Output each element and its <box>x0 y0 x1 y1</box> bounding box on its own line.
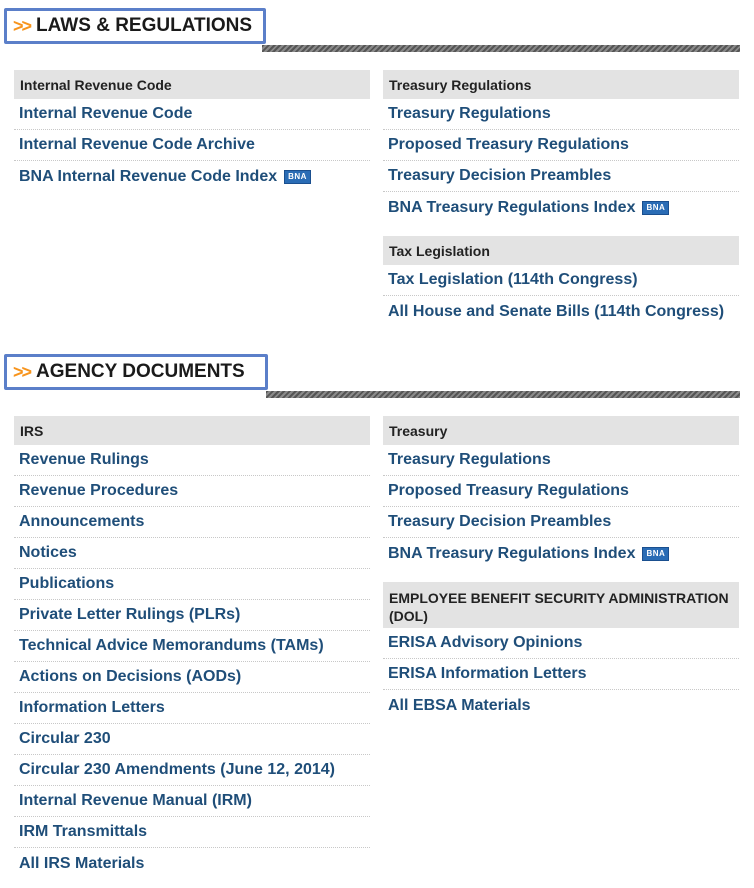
plrs-link[interactable]: Private Letter Rulings (PLRs) <box>19 606 241 623</box>
proposed-treasury-regulations-link[interactable]: Proposed Treasury Regulations <box>388 482 629 499</box>
agency-title: AGENCY DOCUMENTS <box>36 361 245 382</box>
irc-column <box>14 70 370 192</box>
tax-legislation-link-list <box>383 265 739 327</box>
announcements-link[interactable]: Announcements <box>19 513 145 530</box>
list-item <box>383 659 739 690</box>
list-item <box>14 569 370 600</box>
laws-title-box <box>4 8 266 44</box>
list-item <box>14 538 370 569</box>
bna-badge-icon: BNA <box>284 170 311 184</box>
laws-section-header <box>4 8 740 50</box>
bna-treasury-index-link[interactable]: BNA Treasury Regulations Index <box>388 544 636 562</box>
tax-legislation-link[interactable]: Tax Legislation (114th Congress) <box>388 271 638 288</box>
irc-heading: Internal Revenue Code <box>14 70 370 99</box>
treasury-decision-preambles-link[interactable]: Treasury Decision Preambles <box>388 513 612 530</box>
treasury-regs-link-list <box>383 99 739 223</box>
agency-section-header <box>4 354 740 396</box>
ebsa-link-list <box>383 628 739 721</box>
irc-link[interactable]: Internal Revenue Code <box>19 105 193 122</box>
header-divider-bar <box>266 391 740 398</box>
tams-link[interactable]: Technical Advice Memorandums (TAMs) <box>19 637 324 654</box>
list-item <box>14 99 370 130</box>
irs-column <box>14 416 370 879</box>
bna-treasury-index-link[interactable]: BNA Treasury Regulations Index <box>388 198 636 216</box>
irc-archive-link[interactable]: Internal Revenue Code Archive <box>19 136 255 153</box>
revenue-rulings-link[interactable]: Revenue Rulings <box>19 451 149 468</box>
list-item <box>383 192 739 223</box>
revenue-procedures-link[interactable]: Revenue Procedures <box>19 482 179 499</box>
erisa-information-letters-link[interactable]: ERISA Information Letters <box>388 665 587 682</box>
treasury-regulations-link[interactable]: Treasury Regulations <box>388 105 551 122</box>
treasury-regs-heading: Treasury Regulations <box>383 70 739 99</box>
list-item <box>14 817 370 848</box>
treasury-link-list <box>383 445 739 569</box>
irs-link-list <box>14 445 370 879</box>
list-item <box>383 628 739 659</box>
irm-transmittals-link[interactable]: IRM Transmittals <box>19 823 148 840</box>
list-item <box>14 662 370 693</box>
aods-link[interactable]: Actions on Decisions (AODs) <box>19 668 242 685</box>
bna-badge-icon: BNA <box>642 547 669 561</box>
list-item <box>383 265 739 296</box>
header-divider-bar <box>262 45 740 52</box>
information-letters-link[interactable]: Information Letters <box>19 699 165 716</box>
double-chevron-icon: >> <box>13 15 31 36</box>
all-ebsa-materials-link[interactable]: All EBSA Materials <box>388 696 531 714</box>
list-item <box>383 161 739 192</box>
list-item <box>14 445 370 476</box>
irs-heading: IRS <box>14 416 370 445</box>
list-item <box>14 631 370 662</box>
irm-link[interactable]: Internal Revenue Manual (IRM) <box>19 792 252 809</box>
spacer <box>383 569 739 582</box>
circular-230-link[interactable]: Circular 230 <box>19 730 111 747</box>
list-item <box>14 130 370 161</box>
agency-title-box <box>4 354 268 390</box>
list-item <box>383 445 739 476</box>
list-item <box>14 786 370 817</box>
treasury-column <box>383 416 739 721</box>
list-item <box>383 99 739 130</box>
list-item <box>14 476 370 507</box>
treasury-regs-column <box>383 70 739 327</box>
list-item <box>14 848 370 879</box>
notices-link[interactable]: Notices <box>19 544 77 561</box>
publications-link[interactable]: Publications <box>19 575 115 592</box>
bna-badge-icon: BNA <box>642 201 669 215</box>
tax-legislation-heading: Tax Legislation <box>383 236 739 265</box>
proposed-treasury-regulations-link[interactable]: Proposed Treasury Regulations <box>388 136 629 153</box>
list-item <box>14 161 370 192</box>
list-item <box>383 296 739 327</box>
all-irs-materials-link[interactable]: All IRS Materials <box>19 854 145 872</box>
list-item <box>383 476 739 507</box>
irc-link-list <box>14 99 370 192</box>
list-item <box>383 538 739 569</box>
treasury-regulations-link[interactable]: Treasury Regulations <box>388 451 551 468</box>
erisa-advisory-opinions-link[interactable]: ERISA Advisory Opinions <box>388 634 583 651</box>
list-item <box>383 690 739 721</box>
list-item <box>14 693 370 724</box>
all-bills-link[interactable]: All House and Senate Bills (114th Congress) <box>388 302 725 320</box>
bna-irc-index-link[interactable]: BNA Internal Revenue Code Index <box>19 167 278 185</box>
list-item <box>383 130 739 161</box>
ebsa-heading: EMPLOYEE BENEFIT SECURITY ADMINISTRATION (DOL) <box>383 582 739 628</box>
laws-title: LAWS & REGULATIONS <box>36 15 253 36</box>
list-item <box>14 724 370 755</box>
treasury-decision-preambles-link[interactable]: Treasury Decision Preambles <box>388 167 612 184</box>
spacer <box>383 223 739 236</box>
list-item <box>383 507 739 538</box>
circular-230-amendments-link[interactable]: Circular 230 Amendments (June 12, 2014) <box>19 761 335 778</box>
treasury-heading: Treasury <box>383 416 739 445</box>
list-item <box>14 600 370 631</box>
list-item <box>14 507 370 538</box>
list-item <box>14 755 370 786</box>
double-chevron-icon: >> <box>13 361 31 382</box>
